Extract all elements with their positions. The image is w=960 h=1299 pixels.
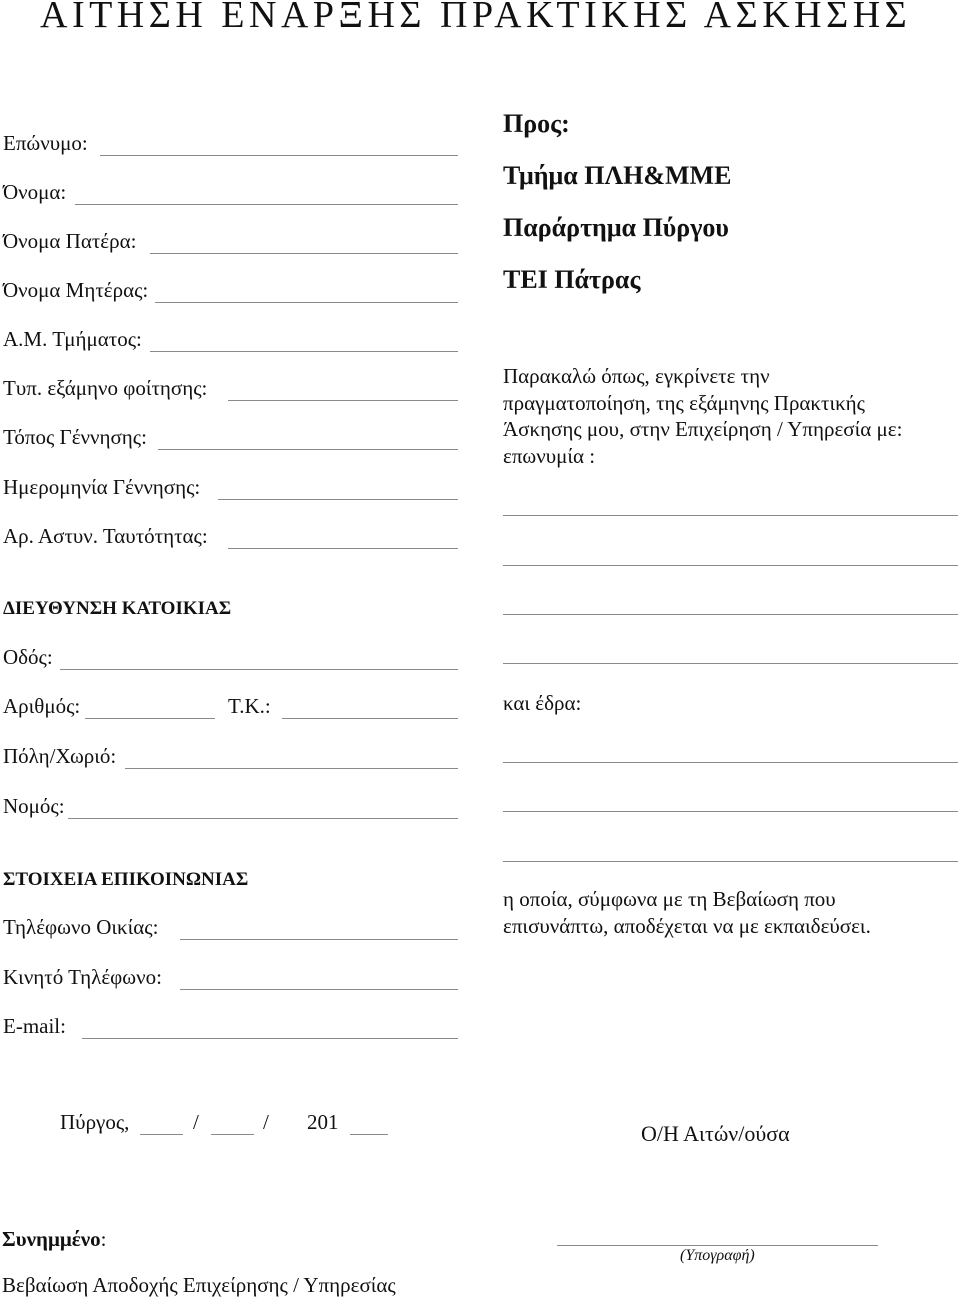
year-prefix: 201	[307, 1110, 339, 1134]
date-separator: /	[193, 1110, 199, 1134]
birth-date-label: Ημερομηνία Γέννησης:	[3, 475, 201, 499]
first-name-row	[3, 179, 458, 205]
acceptance-line: επισυνάπτω, αποδέχεται να με εκπαιδεύσει.	[503, 914, 871, 938]
request-line: Άσκησης μου, στην Επιχείρηση / Υπηρεσία με:	[503, 417, 903, 442]
attachment-label	[2, 1226, 106, 1252]
mobile-phone-label: Κινητό Τηλέφωνο:	[3, 965, 162, 989]
signature-line	[557, 1245, 878, 1246]
attachment-label-colon: :	[100, 1227, 107, 1251]
registration-number-blank-line	[150, 326, 458, 352]
father-name-row	[3, 228, 458, 254]
father-name-label: Όνομα Πατέρα:	[3, 229, 137, 253]
email-row	[3, 1013, 458, 1039]
semester-blank-line	[228, 375, 458, 401]
recipient-branch: Παράρτημα Πύργου	[503, 213, 729, 242]
year-blank-line	[350, 1109, 388, 1135]
acceptance-line: η οποία, σύμφωνα με τη Βεβαίωση που	[503, 887, 836, 911]
city-label: Πόλη/Χωριό:	[3, 744, 117, 768]
company-seat-blank-line	[503, 762, 958, 763]
registration-number-label: Α.Μ. Τμήματος:	[3, 327, 142, 351]
number-postcode-row	[3, 693, 458, 719]
mother-name-label: Όνομα Μητέρας:	[3, 278, 149, 302]
surname-label: Επώνυμο:	[3, 131, 88, 155]
registration-number-row	[3, 326, 458, 352]
form-title: ΑΙΤΗΣΗ ΕΝΑΡΞΗΣ ΠΡΑΚΤΙΚΗΣ ΑΣΚΗΣΗΣ	[40, 0, 912, 36]
day-blank-line	[140, 1109, 183, 1135]
recipient-department: Τμήμα ΠΛΗ&ΜΜΕ	[503, 161, 732, 190]
seat-label: και έδρα:	[503, 691, 582, 715]
company-name-blank-line	[503, 515, 958, 516]
company-name-blank-line	[503, 663, 958, 664]
place-date-row	[0, 1109, 400, 1135]
email-blank-line	[82, 1013, 458, 1039]
request-paragraph	[503, 363, 902, 470]
semester-row	[3, 375, 458, 401]
postal-code-label: Τ.Κ.:	[228, 694, 271, 718]
city-blank-line	[125, 743, 458, 769]
street-number-blank-line	[85, 693, 215, 719]
recipient-to-label: Προς:	[503, 109, 570, 138]
recipient-institution: ΤΕΙ Πάτρας	[503, 265, 641, 294]
contact-heading: ΣΤΟΙΧΕΙΑ ΕΠΙΚΟΙΝΩΝΙΑΣ	[3, 869, 249, 890]
email-label: E-mail:	[3, 1014, 66, 1038]
mobile-phone-blank-line	[180, 964, 458, 990]
company-seat-blank-line	[503, 861, 958, 862]
prefecture-blank-line	[68, 793, 458, 819]
surname-blank-line	[100, 130, 458, 156]
place-label: Πύργος,	[60, 1110, 130, 1134]
semester-label: Τυπ. εξάμηνο φοίτησης:	[3, 376, 208, 400]
prefecture-label: Νομός:	[3, 794, 65, 818]
id-card-row	[3, 523, 458, 549]
month-blank-line	[211, 1109, 254, 1135]
address-heading: ΔΙΕΥΘΥΝΣΗ ΚΑΤΟΙΚΙΑΣ	[3, 598, 232, 619]
mother-name-row	[3, 277, 458, 303]
street-row	[3, 644, 458, 670]
first-name-label: Όνομα:	[3, 180, 67, 204]
request-line: πραγματοποίηση, της εξάμηνης Πρακτικής	[503, 390, 865, 415]
first-name-blank-line	[75, 179, 458, 205]
birthplace-label: Τόπος Γέννησης:	[3, 425, 147, 449]
attachment-label-text: Συνημμένο	[2, 1227, 101, 1251]
signature-caption: (Υπογραφή)	[680, 1247, 755, 1264]
acceptance-paragraph	[503, 886, 871, 940]
birthplace-row	[3, 424, 458, 450]
street-label: Οδός:	[3, 645, 53, 669]
company-seat-blank-line	[503, 811, 958, 812]
birth-date-blank-line	[218, 474, 458, 500]
id-card-blank-line	[228, 523, 458, 549]
id-card-label: Αρ. Αστυν. Ταυτότητας:	[3, 524, 208, 548]
birth-date-row	[3, 474, 458, 500]
date-separator: /	[263, 1110, 269, 1134]
mother-name-blank-line	[155, 277, 458, 303]
request-line: επωνυμία :	[503, 444, 596, 469]
street-blank-line	[60, 644, 458, 670]
father-name-blank-line	[150, 228, 458, 254]
surname-row	[3, 130, 458, 156]
attachment-item: Βεβαίωση Αποδοχής Επιχείρησης / Υπηρεσίας	[2, 1273, 396, 1297]
home-phone-label: Τηλέφωνο Οικίας:	[3, 915, 159, 939]
home-phone-blank-line	[180, 914, 458, 940]
company-name-blank-line	[503, 614, 958, 615]
prefecture-row	[3, 793, 458, 819]
city-row	[3, 743, 458, 769]
company-name-blank-line	[503, 565, 958, 566]
home-phone-row	[3, 914, 458, 940]
postal-code-blank-line	[282, 693, 458, 719]
request-line: Παρακαλώ όπως, εγκρίνετε την	[503, 364, 770, 388]
street-number-label: Αριθμός:	[3, 694, 81, 718]
mobile-phone-row	[3, 964, 458, 990]
birthplace-blank-line	[158, 424, 458, 450]
applicant-label: Ο/Η Αιτών/ούσα	[641, 1121, 790, 1146]
